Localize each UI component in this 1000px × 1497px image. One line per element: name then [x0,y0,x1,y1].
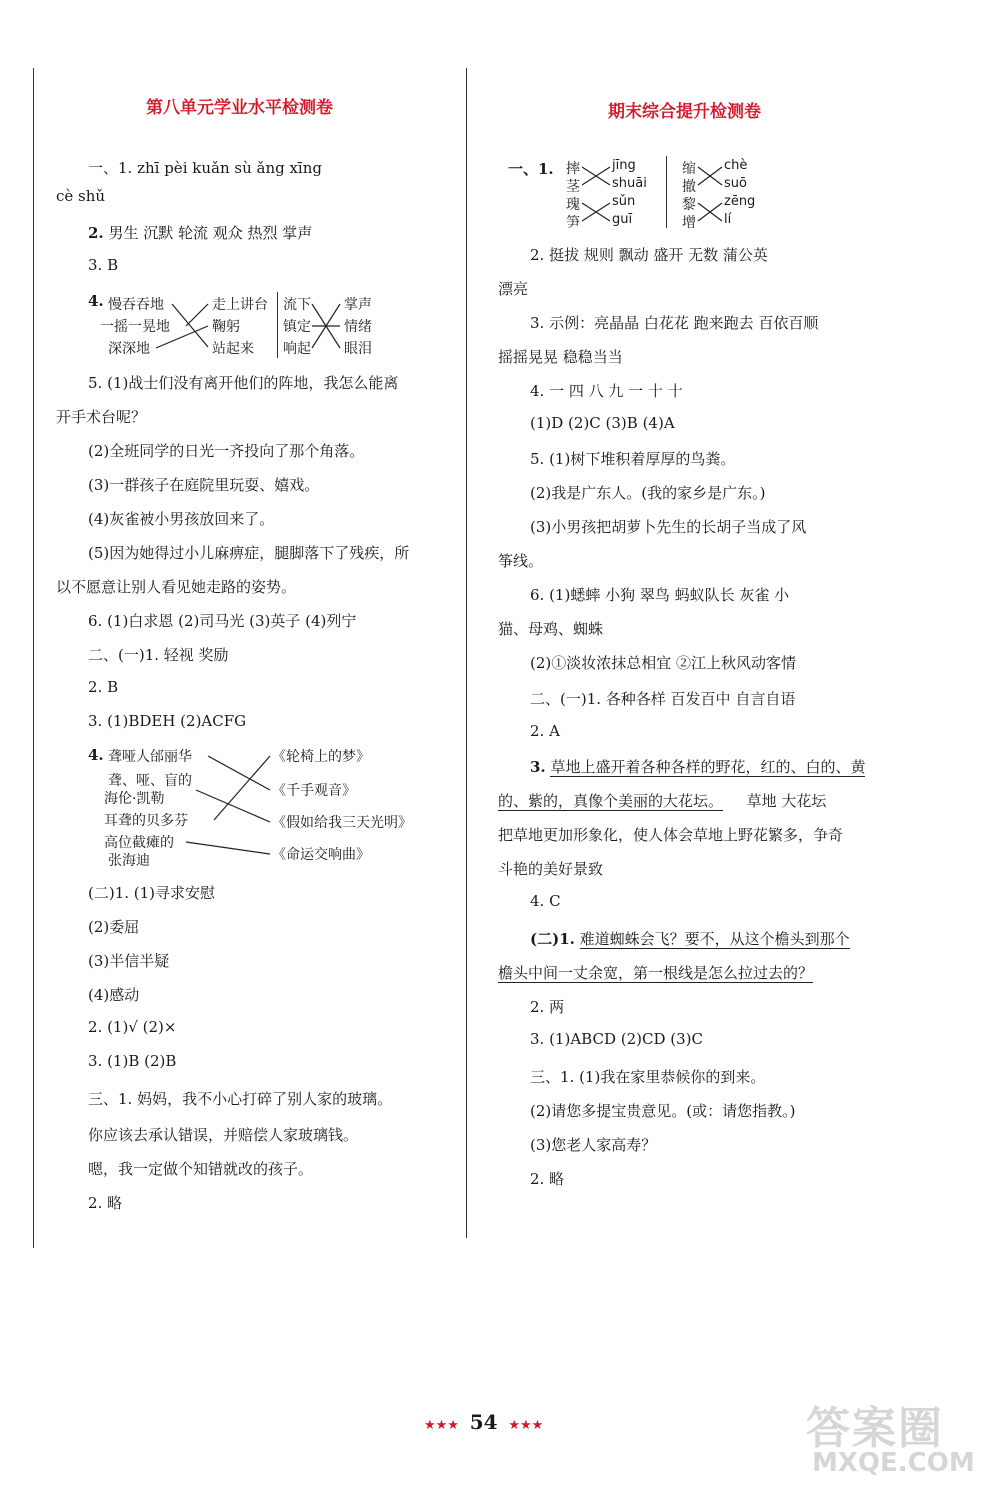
left-section-title: 第八单元学业水平检测卷 [146,98,333,118]
match3-left-4: 高位截瘫的 [104,835,174,851]
match4-left-3: 笋 [566,215,580,231]
match1-left-1: 一摇一晃地 [100,319,170,335]
right-q1-5b: (2)我是广东人。(我的家乡是广东。) [530,484,766,502]
right-q1-6a: 6. (1)蟋蟀 小狗 翠鸟 蚂蚁队长 灰雀 小 [530,586,790,604]
left-q1-1a: 一、1. zhī pèi kuǎn sù ǎng xīng [88,159,322,177]
match4-right-3: guī [612,212,633,227]
left-q1-4-num: 4. [88,292,104,310]
match4-left-2: 瑰 [566,197,580,213]
match3-right-3: 《命运交响曲》 [272,847,370,863]
right-q1-6c: (2)①淡妆浓抹总相宜 ②江上秋风动客情 [530,654,797,672]
left-q2-1: 二、(一)1. 轻视 奖励 [88,646,229,664]
match3-left-1: 聋、哑、盲的 [108,773,192,789]
match3-right-2: 《假如给我三天光明》 [272,815,412,831]
match5-right-0: chè [724,158,748,173]
match4-right-1: shuāi [612,176,647,191]
right-q2b-1-num: (二)1. [530,930,575,948]
match5-right-3: lí [724,212,732,227]
right-q1-5a: 5. (1)树下堆积着厚厚的鸟粪。 [530,450,736,468]
match5-left-1: 撤 [682,179,696,195]
left-q1-6: 6. (1)白求恩 (2)司马光 (3)英子 (4)列宁 [88,612,357,630]
match3-left-0: 聋哑人邰丽华 [108,749,192,765]
right-q2-2: 2. A [530,722,560,740]
connector-1b [186,304,208,326]
left-q3-4: 2. 略 [88,1194,123,1212]
left-q2b-2: (2)委屈 [88,918,140,936]
left-q2-4-num: 4. [88,746,104,764]
right-q2-3a-text: 草地上盛开着各种各样的野花，红的、白的、黄 [550,758,866,776]
match4-right-0: jīng [612,158,636,173]
right-q1-3b: 摇摇晃晃 稳稳当当 [498,348,623,366]
right-q2-3c: 把草地更加形象化，使人体会草地上野花繁多，争奇 [498,826,844,844]
right-q3-4: 2. 略 [530,1170,565,1188]
match3-right-1: 《千手观音》 [272,783,356,799]
match2-right-1: 情绪 [344,319,372,335]
left-q1-5b: 开手术台呢？ [56,408,147,426]
match1-left-2: 深深地 [108,341,150,357]
left-q3-3: 嗯，我一定做个知错就改的孩子。 [88,1160,314,1178]
left-q2b-3: (3)半信半疑 [88,952,170,970]
right-q2b-1a-text: 难道蜘蛛会飞？要不，从这个檐头到那个 [579,930,850,948]
right-q1-5c: (3)小男孩把胡萝卜先生的长胡子当成了风 [530,518,807,536]
match5-right-1: suō [724,176,747,191]
connector-3a [208,756,270,790]
right-q1-6b: 猫、母鸡、蜘蛛 [498,620,604,638]
right-q3-2: (2)请您多提宝贵意见。(或：请您指教。) [530,1102,796,1120]
left-q2b-1: (二)1. (1)寻求安慰 [88,884,216,902]
right-q2b-1b-text: 檐头中间一丈余宽，第一根线是怎么拉过去的？ [498,964,814,982]
right-q2-3-num: 3. [530,758,546,776]
match2-left-0: 流下 [283,297,311,313]
left-q1-1b: cè shǔ [56,187,106,205]
match2-left-1: 镇定 [283,319,311,335]
left-q1-5-3: (3)一群孩子在庭院里玩耍、嬉戏。 [88,476,320,494]
right-q1-5d: 筝线。 [498,552,544,570]
match1-right-2: 站起来 [212,341,254,357]
right-q1-1-num: 一、1. [508,160,554,178]
right-q2b-2: 2. 两 [530,998,565,1016]
right-q1-4b: (1)D (2)C (3)B (4)A [530,414,675,432]
match5-left-3: 增 [682,215,696,231]
right-q3-1: 三、1. (1)我在家里恭候你的到来。 [530,1068,766,1086]
left-q1-5-4: (4)灰雀被小男孩放回来了。 [88,510,275,528]
left-q3-1: 三、1. 妈妈，我不小心打碎了别人家的玻璃。 [88,1090,393,1108]
match2-right-2: 眼泪 [344,341,372,357]
match4-left-1: 茎 [566,179,580,195]
left-q1-5-2: (2)全班同学的日光一齐投向了那个角落。 [88,442,365,460]
right-q2-3b-tail: 草地 大花坛 [746,792,827,810]
match5-right-2: zēng [724,194,756,209]
left-q2b-4: (4)感动 [88,986,140,1004]
right-section-title: 期末综合提升检测卷 [608,102,761,122]
match3-left-2: 海伦·凯勒 [104,791,165,807]
right-q1-2: 2. 挺拔 规则 飘动 盛开 无数 蒲公英 [530,246,768,264]
match4-left-0: 摔 [566,161,580,177]
right-q2-3d: 斗艳的美好景致 [498,860,604,878]
left-q2b-6: 3. (1)B (2)B [88,1052,177,1070]
match2-right-0: 掌声 [344,297,372,313]
page-number: 54 [469,1410,498,1434]
right-q1-2b: 漂亮 [498,280,529,298]
match5-left-2: 黎 [682,197,696,213]
match1-right-1: 鞠躬 [212,319,240,335]
left-q1-3: 3. B [88,256,119,274]
page-footer [424,1410,543,1434]
match1-left-0: 慢吞吞地 [108,297,164,313]
right-q2-1: 二、(一)1. 各种各样 百发百中 自言自语 [530,690,796,708]
left-q3-2: 你应该去承认错误，并赔偿人家玻璃钱。 [88,1126,359,1144]
left-q1-2-text: 男生 沉默 轮流 观众 热烈 掌声 [108,224,313,242]
left-q1-2-num: 2. [88,224,104,242]
star-decoration-right: ★★★ [508,1418,544,1433]
connector-1a [172,304,208,347]
right-q2b-3: 3. (1)ABCD (2)CD (3)C [530,1030,703,1048]
match4-right-2: sǔn [612,194,636,209]
star-decoration-left: ★★★ [424,1418,459,1433]
match5-left-0: 缩 [682,161,696,177]
match2-left-2: 响起 [283,341,311,357]
connector-3b [196,790,270,822]
right-q2-3b-text: 的、紫的，真像个美丽的大花坛。 [498,792,724,810]
left-q1-5-5a: (5)因为她得过小儿麻痹症，腿脚落下了残疾，所 [88,544,410,562]
match1-right-0: 走上讲台 [212,297,268,313]
right-q2-4: 4. C [530,892,561,910]
left-q1-5a: 5. (1)战士们没有离开他们的阵地，我怎么能离 [88,374,399,392]
left-q2-3: 3. (1)BDEH (2)ACFG [88,712,247,730]
left-q2b-5: 2. (1)√ (2)× [88,1018,177,1036]
connector-3d [186,842,270,854]
match3-right-0: 《轮椅上的梦》 [272,749,370,765]
match3-left-3: 耳聋的贝多芬 [104,813,188,829]
right-q1-3a: 3. 示例：亮晶晶 白花花 跑来跑去 百依百顺 [530,314,819,332]
right-q1-4a: 4. 一 四 八 九 一 十 十 [530,382,683,400]
watermark-url: MXQE.COM [812,1448,975,1478]
right-q3-3: (3)您老人家高寿？ [530,1136,657,1154]
watermark-logo: 答案圈 [806,1403,944,1454]
left-q2-2: 2. B [88,678,119,696]
left-q1-5-5b: 以不愿意让别人看见她走路的姿势。 [56,578,297,596]
match3-left-5: 张海迪 [108,853,150,869]
